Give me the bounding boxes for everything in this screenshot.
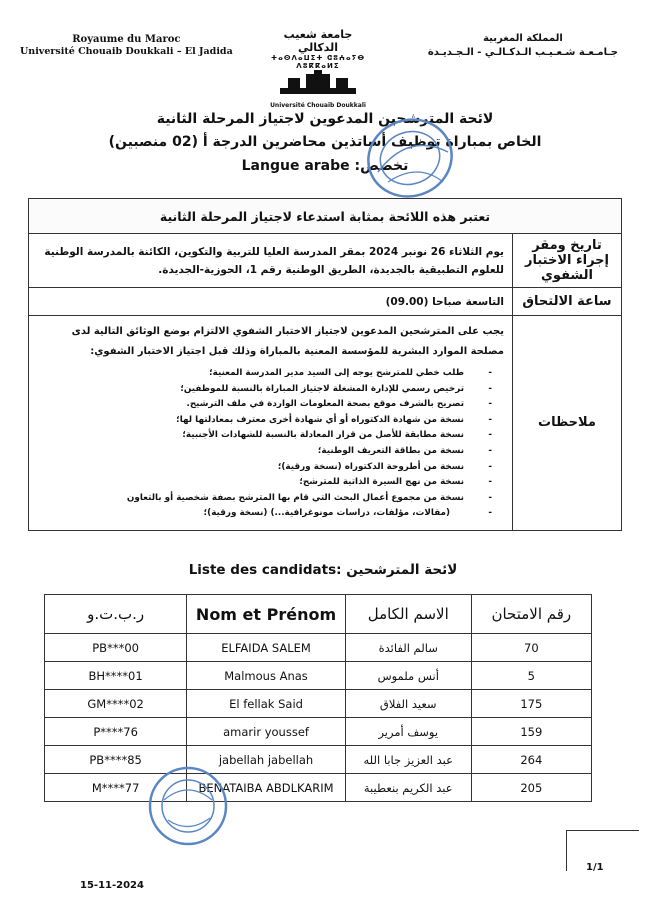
table-row bbox=[45, 746, 592, 774]
notes-label: ملاحظات bbox=[513, 316, 622, 531]
required-documents-list bbox=[37, 366, 504, 522]
document-titles bbox=[90, 108, 560, 178]
notes-intro: يجب على المترشحين المدعوين لاجتياز الاختبار الشفوي الالتزام بوضع الوثائق التالية لدى مصلحة الموارد البشرية للمؤسسة المعنية بالمباراة وذلك قبل اجتياز الاختبار الشفوي: bbox=[71, 326, 504, 357]
candidates-list-title: Liste des candidats: لائحة المترشحين bbox=[188, 562, 458, 578]
cell-exam-number: 5 bbox=[471, 662, 591, 690]
table-row bbox=[45, 690, 592, 718]
cell-cin: GM****02 bbox=[45, 690, 187, 718]
building-logo-icon bbox=[270, 70, 366, 96]
university-name-fr: Université Chouaib Doukkali – El Jadida bbox=[20, 46, 233, 57]
column-header-name-ar: الاسم الكامل bbox=[345, 595, 471, 634]
specialty-label: تخصص: bbox=[354, 158, 409, 174]
title-line-2: الخاص بمباراة توظيف أساتذين محاضرين الدرجة أ (02 منصبين) bbox=[108, 134, 542, 150]
cell-name-fr: El fellak Said bbox=[187, 690, 346, 718]
table-row bbox=[45, 634, 592, 662]
list-item: - (مقالات، مؤلفات، دراسات مونوغرافية...) (نسخة ورقية)؛ bbox=[37, 506, 464, 522]
university-logo bbox=[270, 28, 366, 109]
cell-name-ar: سعيد الفلاق bbox=[345, 690, 471, 718]
column-header-name-fr: Nom et Prénom bbox=[187, 595, 346, 634]
university-name-ar: جـامـعـة شـعـيـب الـدكـالـي - الـجـديـدة bbox=[427, 47, 618, 58]
cell-name-ar: عبد العزيز جابا الله bbox=[345, 746, 471, 774]
specialty-value: Langue arabe bbox=[241, 158, 350, 174]
list-item: - تصريح بالشرف موقع بصحة المعلومات الواردة في ملف الترشيح. bbox=[37, 397, 464, 413]
column-header-exam-number: رقم الامتحان bbox=[471, 595, 591, 634]
notes-content bbox=[29, 316, 513, 531]
list-item: - نسخة من شهادة الدكتوراه أو أي شهادة أخرى معترف بمعادلتها لها؛ bbox=[37, 413, 464, 429]
list-item: - نسخة مطابقة للأصل من قرار المعادلة بالنسبة للشهادات الأجنبية؛ bbox=[37, 428, 464, 444]
convocation-banner: تعتبر هذه اللائحة بمثابة استدعاء لاجتياز المرحلة الثانية bbox=[29, 199, 622, 234]
cell-cin: PB****85 bbox=[45, 746, 187, 774]
cell-cin: M****77 bbox=[45, 774, 187, 802]
list-item: - نسخة من نهج السيرة الذاتية للمترشح؛ bbox=[37, 475, 464, 491]
cell-exam-number: 70 bbox=[471, 634, 591, 662]
kingdom-label-ar: المملكة المغربية bbox=[483, 33, 563, 44]
cell-exam-number: 264 bbox=[471, 746, 591, 774]
cell-exam-number: 175 bbox=[471, 690, 591, 718]
list-item: - طلب خطي للمترشح يوجه إلى السيد مدير المدرسة المعنية؛ bbox=[37, 366, 464, 382]
cell-exam-number: 205 bbox=[471, 774, 591, 802]
logo-tifinagh-text: ⵜⴰⵙⴷⴰⵡⵉⵜ ⵛⵓⵄⴰⵢⴱ ⴷⵓⴽⴽⴰⵍⵉ bbox=[270, 54, 366, 70]
cell-cin: PB***00 bbox=[45, 634, 187, 662]
cell-name-ar: أنس ملموس bbox=[345, 662, 471, 690]
exam-date-value: يوم الثلاثاء 26 نونبر 2024 بمقر المدرسة العليا للتربية والتكوين، الكائنة بالمدرسة الوطنية للعلوم التطبيقية بالجديدة، الطريق الوطنية رقم 1، الحوزية-الجديدة. bbox=[29, 234, 513, 288]
table-row bbox=[45, 662, 592, 690]
cell-name-ar: عبد الكريم بنعطيبة bbox=[345, 774, 471, 802]
university-header-french bbox=[20, 34, 233, 58]
candidates-table bbox=[44, 594, 592, 802]
cell-cin: P****76 bbox=[45, 718, 187, 746]
column-header-cin: ر.ب.ت.و bbox=[45, 595, 187, 634]
specialty-line bbox=[90, 154, 560, 178]
arrival-time-value: التاسعة صباحا (09.00) bbox=[29, 288, 513, 316]
cell-name-ar: يوسف أمرير bbox=[345, 718, 471, 746]
document-date: 15-11-2024 bbox=[80, 880, 144, 891]
list-item: - نسخة من بطاقة التعريف الوطنية؛ bbox=[37, 444, 464, 460]
list-item: - ترخيص رسمي للإدارة المشغلة لاجتياز المباراة بالنسبة للموظفين؛ bbox=[37, 382, 464, 398]
arrival-time-label: ساعة الالتحاق bbox=[513, 288, 622, 316]
logo-arabic-text: جامعة شعيب الدكالي bbox=[283, 28, 353, 54]
kingdom-label-fr: Royaume du Maroc bbox=[72, 34, 181, 45]
list-item: - نسخة من مجموع أعمال البحث التي قام بها المترشح بصفة شخصية أو بالتعاون bbox=[37, 491, 464, 507]
cell-name-fr: Malmous Anas bbox=[187, 662, 346, 690]
exam-date-label: تاريخ ومقر إجراء الاختبار الشفوي bbox=[513, 234, 622, 288]
cell-cin: BH****01 bbox=[45, 662, 187, 690]
page-number: 1/1 bbox=[586, 862, 604, 873]
logo-caption: Université Chouaïb Doukkali bbox=[270, 102, 366, 109]
cell-exam-number: 159 bbox=[471, 718, 591, 746]
cell-name-fr: BENATAIBA ABDLKARIM bbox=[187, 774, 346, 802]
title-line-1: لائحة المترشحين المدعوين لاجتياز المرحلة الثانية bbox=[156, 111, 494, 127]
table-row bbox=[45, 718, 592, 746]
cell-name-fr: amarir youssef bbox=[187, 718, 346, 746]
table-row bbox=[45, 774, 592, 802]
info-table bbox=[28, 198, 622, 531]
cell-name-fr: ELFAIDA SALEM bbox=[187, 634, 346, 662]
university-header-arabic bbox=[428, 32, 618, 60]
list-item: - نسخة من أطروحة الدكتوراه (نسخة ورقية)؛ bbox=[37, 460, 464, 476]
cell-name-fr: jabellah jabellah bbox=[187, 746, 346, 774]
cell-name-ar: سالم الفائدة bbox=[345, 634, 471, 662]
